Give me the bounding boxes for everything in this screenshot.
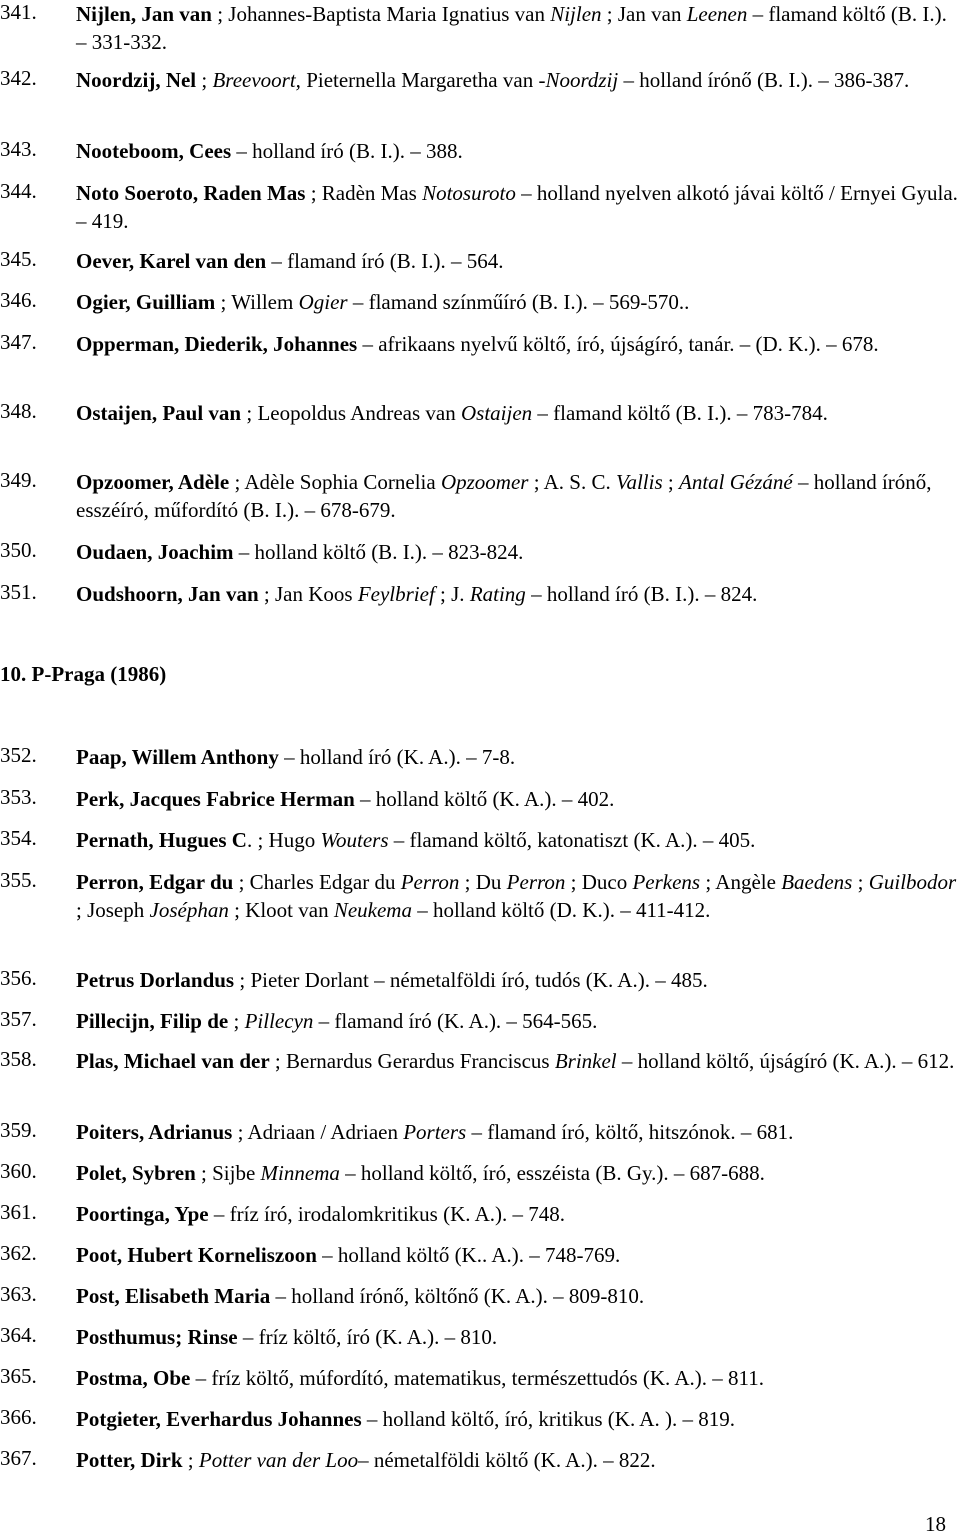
- entry-number: 344.: [0, 179, 37, 203]
- entry-segment: – holland nyelven alkotó jávai költő / Ernyei Gyula. – 419.: [76, 181, 958, 233]
- entry-text: [76, 330, 958, 358]
- entry-segment: – holland írónő, költőnő (K. A.). – 809-810.: [270, 1284, 645, 1308]
- entry-name: Perron, Edgar du: [76, 870, 234, 894]
- entry-segment: Rating: [469, 582, 526, 606]
- entry-number: 365.: [0, 1364, 37, 1388]
- entry-segment: ; Johannes-Baptista Maria Ignatius van: [211, 2, 551, 26]
- entry-segment: – flamand író (K. A.). – 564-565.: [313, 1009, 598, 1033]
- entry-segment: ; Adèle Sophia Cornelia: [229, 470, 441, 494]
- entry-segment: – holland költő (K.. A.). – 748-769.: [316, 1243, 621, 1267]
- entry-text: [76, 1007, 958, 1035]
- entry-segment: – flamand író, költő, hitszónok. – 681.: [466, 1120, 794, 1144]
- entry-segment: – holland költő (B. I.). – 823-824.: [233, 540, 524, 564]
- entry-name: Ogier, Guilliam: [76, 290, 216, 314]
- entry-segment: Notosuroto: [422, 181, 516, 205]
- entry-number: 342.: [0, 66, 37, 90]
- entry-text: [76, 1364, 958, 1392]
- entry-name: Perk, Jacques Fabrice Herman: [76, 787, 355, 811]
- entry-segment: Antal Gézáné: [679, 470, 793, 494]
- entry-segment: ; Jan van: [601, 2, 687, 26]
- entry-number: 362.: [0, 1241, 37, 1265]
- entry-name: Ostaijen, Paul van: [76, 401, 242, 425]
- page-number: 18: [925, 1512, 946, 1536]
- entry-text: [76, 1323, 958, 1351]
- entry-name: Paap, Willem Anthony: [76, 745, 279, 769]
- entry-segment: Ostaijen: [460, 401, 533, 425]
- entry-segment: Noordzij: [545, 68, 619, 92]
- entry-name: Opzoomer, Adèle: [76, 470, 230, 494]
- entry-number: 356.: [0, 966, 37, 990]
- entry-segment: ;: [852, 870, 869, 894]
- entry-segment: ; Radèn Mas: [305, 181, 423, 205]
- entry-text: [76, 1159, 958, 1187]
- entry-name: Oudshoorn, Jan van: [76, 582, 259, 606]
- entry-text: [76, 0, 958, 56]
- entry-segment: ; Duco: [565, 870, 633, 894]
- entry-text: [76, 966, 958, 994]
- entry-number: 361.: [0, 1200, 37, 1224]
- entry-segment: Ogier: [298, 290, 348, 314]
- entry-segment: – holland költő (K. A.). – 402.: [354, 787, 615, 811]
- entry-segment: ; Jan Koos: [258, 582, 358, 606]
- entry-segment: Nijlen: [550, 2, 602, 26]
- entry-segment: – holland költő, újságíró (K. A.). – 612.: [616, 1049, 955, 1073]
- entry-number: 359.: [0, 1118, 37, 1142]
- entry-text: [76, 1047, 958, 1075]
- entry-text: [76, 580, 958, 608]
- entry-text: [76, 66, 958, 94]
- entry-number: 357.: [0, 1007, 37, 1031]
- entry-segment: . ; Hugo: [246, 828, 321, 852]
- entry-name: Polet, Sybren: [76, 1161, 196, 1185]
- entry-text: [76, 538, 958, 566]
- entry-number: 343.: [0, 137, 37, 161]
- entry-name: Opperman, Diederik, Johannes: [76, 332, 358, 356]
- entry-text: [76, 1405, 958, 1433]
- entry-segment: ; Bernardus Gerardus Franciscus: [269, 1049, 555, 1073]
- entry-name: Poot, Hubert Korneliszoon: [76, 1243, 317, 1267]
- entry-segment: Perkens: [632, 870, 701, 894]
- entry-name: Nooteboom, Cees: [76, 139, 232, 163]
- entry-segment: – flamand költő (B. I.). – 331-332.: [76, 2, 947, 54]
- entry-segment: ;: [182, 1448, 199, 1472]
- entry-name: Poortinga, Ype: [76, 1202, 209, 1226]
- entry-segment: – flamand költő (B. I.). – 783-784.: [532, 401, 828, 425]
- entry-segment: Pieternella Margaretha van -: [300, 68, 546, 92]
- entry-segment: – holland költő, író, esszéista (B. Gy.). – 687-688.: [339, 1161, 765, 1185]
- entry-segment: Breevoort,: [212, 68, 301, 92]
- entry-text: [76, 137, 958, 165]
- entry-text: [76, 1241, 958, 1269]
- entry-segment: – németalföldi költő (K. A.). – 822.: [358, 1448, 656, 1472]
- entry-segment: – holland költő, író, kritikus (K. A. ). – 819.: [361, 1407, 735, 1431]
- entry-number: 360.: [0, 1159, 37, 1183]
- entry-segment: – holland írónő (B. I.). – 386-387.: [618, 68, 910, 92]
- entry-text: [76, 826, 958, 854]
- entry-segment: ;: [196, 68, 213, 92]
- entry-name: Noto Soeroto, Raden Mas: [76, 181, 306, 205]
- entry-number: 348.: [0, 399, 37, 423]
- entry-segment: – flamand költő, katonatiszt (K. A.). – 405.: [388, 828, 756, 852]
- entry-segment: ; Joseph: [76, 898, 150, 922]
- entry-segment: Wouters: [320, 828, 389, 852]
- entry-text: [76, 179, 958, 235]
- entry-segment: ; Sijbe: [195, 1161, 261, 1185]
- entry-number: 363.: [0, 1282, 37, 1306]
- entry-segment: – flamand író (B. I.). – 564.: [266, 249, 504, 273]
- entry-text: [76, 743, 958, 771]
- entry-name: Postma, Obe: [76, 1366, 191, 1390]
- section-title: 10. P-Praga (1986): [0, 662, 167, 686]
- entry-text: [76, 868, 958, 924]
- entry-segment: Perron: [400, 870, 460, 894]
- entry-number: 345.: [0, 247, 37, 271]
- entry-number: 351.: [0, 580, 37, 604]
- entry-text: [76, 1200, 958, 1228]
- entry-name: Potter, Dirk: [76, 1448, 183, 1472]
- entry-segment: – fríz költő, író (K. A.). – 810.: [237, 1325, 498, 1349]
- entry-segment: Neukema: [333, 898, 412, 922]
- entry-segment: ; J.: [434, 582, 470, 606]
- entry-segment: – afrikaans nyelvű költő, író, újságíró, tanár. – (D. K.). – 678.: [357, 332, 879, 356]
- entry-number: 341.: [0, 0, 37, 24]
- entry-number: 355.: [0, 868, 37, 892]
- entry-name: Poiters, Adrianus: [76, 1120, 233, 1144]
- entry-segment: – holland írónő, esszéíró, műfordító (B. I.). – 678-679.: [76, 470, 932, 522]
- entry-text: [76, 247, 958, 275]
- entry-name: Pillecijn, Filip de: [76, 1009, 229, 1033]
- entry-segment: ; Leopoldus Andreas van: [241, 401, 461, 425]
- entry-number: 364.: [0, 1323, 37, 1347]
- entry-text: [76, 1118, 958, 1146]
- entry-segment: – fríz író, irodalomkritikus (K. A.). – 748.: [208, 1202, 565, 1226]
- entry-number: 367.: [0, 1446, 37, 1470]
- entry-segment: ; Willem: [215, 290, 299, 314]
- entry-number: 346.: [0, 288, 37, 312]
- entry-segment: ; Pieter Dorlant – németalföldi író, tudós (K. A.). – 485.: [234, 968, 708, 992]
- entry-number: 366.: [0, 1405, 37, 1429]
- entry-segment: Pillecyn: [244, 1009, 314, 1033]
- entry-name: Posthumus; Rinse: [76, 1325, 238, 1349]
- entry-name: Oever, Karel van den: [76, 249, 267, 273]
- entry-segment: Opzoomer: [440, 470, 529, 494]
- entry-segment: Baedens: [781, 870, 853, 894]
- entry-number: 354.: [0, 826, 37, 850]
- entry-segment: Potter van der Loo: [198, 1448, 359, 1472]
- entry-segment: ; Adriaan / Adriaen: [232, 1120, 404, 1144]
- entry-name: Post, Elisabeth Maria: [76, 1284, 271, 1308]
- entry-number: 352.: [0, 743, 37, 767]
- entry-segment: Joséphan: [149, 898, 229, 922]
- entry-segment: – holland író (B. I.). – 388.: [231, 139, 463, 163]
- entry-text: [76, 1282, 958, 1310]
- entry-segment: ; Du: [459, 870, 507, 894]
- entry-segment: Brinkel: [554, 1049, 617, 1073]
- entry-name: Oudaen, Joachim: [76, 540, 234, 564]
- entry-text: [76, 468, 958, 524]
- entry-segment: Porters: [403, 1120, 467, 1144]
- entry-segment: ; A. S. C.: [528, 470, 616, 494]
- entry-segment: Leenen: [686, 2, 748, 26]
- entry-number: 358.: [0, 1047, 37, 1071]
- entry-segment: Perron: [506, 870, 566, 894]
- entry-segment: – fríz költő, múfordító, matematikus, természettudós (K. A.). – 811.: [190, 1366, 765, 1390]
- entry-segment: ; Kloot van: [228, 898, 334, 922]
- entry-name: Petrus Dorlandus: [76, 968, 235, 992]
- entry-segment: ; Angèle: [700, 870, 782, 894]
- entry-text: [76, 1446, 958, 1474]
- entry-segment: ; Charles Edgar du: [233, 870, 401, 894]
- entry-name: Nijlen, Jan van: [76, 2, 212, 26]
- entry-name: Noordzij, Nel: [76, 68, 197, 92]
- entry-segment: ;: [228, 1009, 245, 1033]
- entry-text: [76, 288, 958, 316]
- entry-text: [76, 785, 958, 813]
- entry-text: [76, 399, 958, 427]
- entry-name: Potgieter, Everhardus Johannes: [76, 1407, 362, 1431]
- entry-number: 347.: [0, 330, 37, 354]
- entry-segment: – holland költő (D. K.). – 411-412.: [411, 898, 711, 922]
- entry-segment: Vallis: [615, 470, 663, 494]
- entry-segment: ;: [662, 470, 679, 494]
- entry-number: 350.: [0, 538, 37, 562]
- entry-segment: Minnema: [260, 1161, 340, 1185]
- entry-segment: Feylbrief: [357, 582, 435, 606]
- entry-segment: – flamand színműíró (B. I.). – 569-570..: [347, 290, 690, 314]
- entry-segment: – holland író (B. I.). – 824.: [525, 582, 758, 606]
- entry-number: 353.: [0, 785, 37, 809]
- entry-name: Pernath, Hugues C: [76, 828, 247, 852]
- entry-name: Plas, Michael van der: [76, 1049, 270, 1073]
- entry-segment: Guilbodor: [868, 870, 957, 894]
- entry-segment: – holland író (K. A.). – 7-8.: [278, 745, 516, 769]
- entry-number: 349.: [0, 468, 37, 492]
